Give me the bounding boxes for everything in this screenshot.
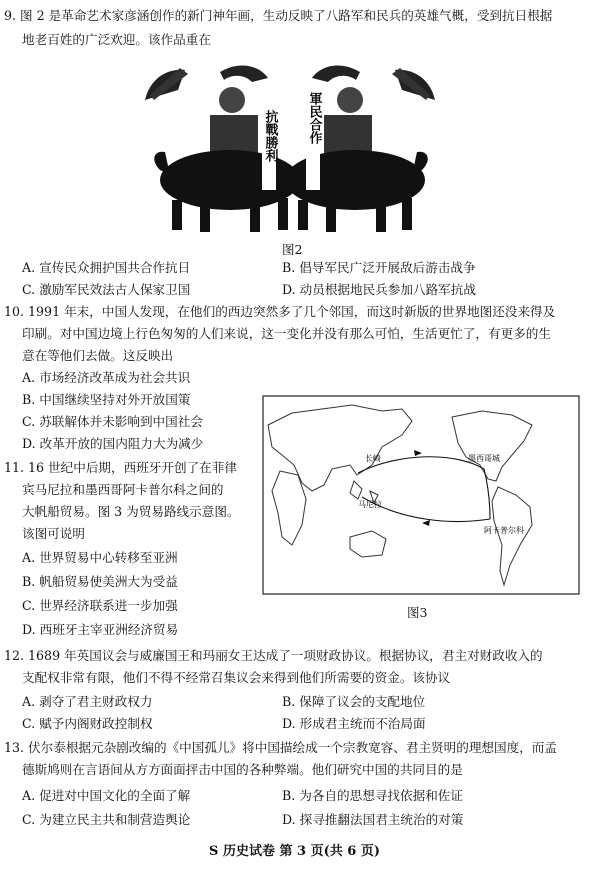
q10-stem-line3: 意在等他们去做。这反映出 (22, 348, 174, 363)
q10-option-c: C. 苏联解体并未影响到中国社会 (22, 414, 203, 429)
q10-stem-line1: 10. 1991 年末，中国人发现，在他们的西边突然多了几个邻国，而这时新版的世界地图还没来得及 (4, 304, 556, 319)
q12-option-d: D. 形成君主统而不治局面 (282, 716, 426, 731)
new-year-painting-figure (140, 60, 440, 238)
q12-option-b: B. 保障了议会的支配地位 (282, 694, 426, 709)
right-banner-text: 軍民合作 (306, 92, 322, 144)
q13-option-d: D. 探寻推翻法国君主统治的对策 (282, 812, 464, 827)
q9-stem-line2: 地老百姓的广泛欢迎。该作品重在 (22, 32, 211, 47)
q11-option-a: A. 世界贸易中心转移至亚洲 (22, 550, 178, 565)
q13-option-c: C. 为建立民主共和制营造舆论 (22, 812, 191, 827)
q10-stem-line2: 印刷。对中国边境上行色匆匆的人们来说，这一变化并没有那么可怕，生活更忙了，有更多的生 (22, 326, 551, 341)
q13-option-b: B. 为各自的思想寻找依据和佐证 (282, 788, 463, 803)
q12-option-a: A. 剥夺了君主财政权力 (22, 694, 153, 709)
q10-option-d: D. 改革开放的国内阻力大为减少 (22, 436, 204, 451)
q11-stem-line4: 该图可说明 (22, 526, 85, 541)
q11-stem-line3: 大帆船贸易。图 3 为贸易路线示意图。 (22, 504, 240, 519)
q9-stem-line1: 9. 图 2 是革命艺术家彦涵创作的新门神年画，生动反映了八路军和民兵的英雄气概，受到抗日根据 (4, 8, 553, 23)
q13-stem-line1: 13. 伏尔泰根据元杂剧改编的《中国孤儿》将中国描绘成一个宗教宽容、君主贤明的理想国度，而孟 (4, 740, 557, 755)
q9-option-b: B. 倡导军民广泛开展敌后游击战争 (282, 260, 476, 275)
right-horseman-image (285, 65, 435, 232)
q12-stem-line1: 12. 1689 年英国议会与威廉国王和玛丽女王达成了一项财政协议。根据协议，君主对财政收入的 (4, 648, 543, 663)
q12-option-c: C. 赋予内阁财政控制权 (22, 716, 153, 731)
q10-option-a: A. 市场经济改革成为社会共识 (22, 370, 191, 385)
q11-stem-line1: 11. 16 世纪中后期，西班牙开创了在菲律 (4, 460, 237, 475)
label-acapulco: 阿卡普尔科 (484, 526, 524, 535)
label-nagasaki: 长崎 (365, 454, 381, 463)
left-banner-text: 抗戰勝利 (262, 110, 278, 162)
q10-option-b: B. 中国继续坚持对外开放国策 (22, 392, 191, 407)
q9-option-c: C. 激励军民效法古人保家卫国 (22, 282, 191, 297)
label-manila: 马尼拉 (358, 500, 382, 509)
figure-3-caption: 图3 (407, 605, 428, 620)
q11-option-b: B. 帆船贸易使美洲大为受益 (22, 574, 178, 589)
q11-option-c: C. 世界经济联系进一步加强 (22, 598, 178, 613)
q11-option-d: D. 西班牙主宰亚洲经济贸易 (22, 622, 179, 637)
q9-option-a: A. 宣传民众拥护国共合作抗日 (22, 260, 191, 275)
q11-stem-line2: 宾马尼拉和墨西哥阿卡普尔科之间的 (22, 482, 224, 497)
q12-stem-line2: 支配权非常有限，他们不得不经常召集议会来得到他们所需要的资金。该协议 (22, 670, 451, 685)
q9-option-d: D. 动员根据地民兵参加八路军抗战 (282, 282, 476, 297)
trade-route-map (262, 395, 580, 595)
q13-option-a: A. 促进对中国文化的全面了解 (22, 788, 191, 803)
page-footer: S 历史试卷 第 3 页(共 6 页) (209, 844, 380, 859)
figure-2-caption: 图2 (282, 242, 303, 257)
label-mexico-city: 墨西哥城 (468, 454, 500, 463)
q13-stem-line2: 德斯鸠则在言语间从方方面面抨击中国的各种弊端。他们研究中国的共同目的是 (22, 762, 463, 777)
